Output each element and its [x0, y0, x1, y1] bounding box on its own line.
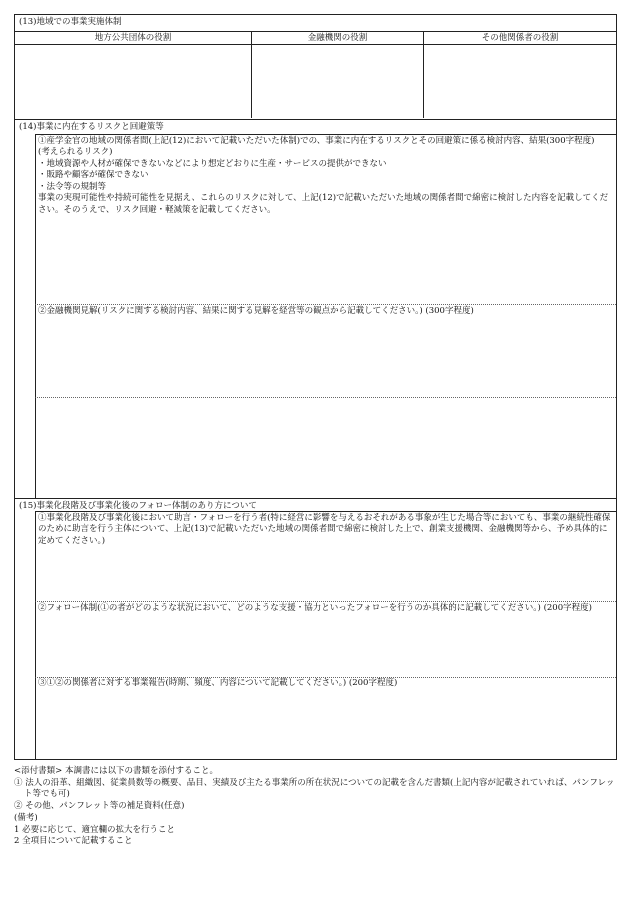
advisor-instruction: ①事業化段階及び事業化後において助言・フォローを行う者(特に経営に影響を与えるおそれがある事象が生じた場合等においても、事業の継続性確保のために助言を行う主体について、上記(13)で記載いただいた地域の関係者間で綿密に検討した上で、創業支援機関、金融機関等から、予め具体的に定めてください。) [38, 513, 611, 546]
section-13 [15, 15, 616, 120]
financial-opinion-instruction: ②金融機関見解(リスクに関する検討内容、結果に関する見解を経営等の観点から記載してください。) (300字程度) [38, 306, 474, 316]
section-14-title: (14)事業に内在するリスクと回避策等 [19, 122, 164, 132]
attachments-title: <添付書類> 本調書には以下の書類を添付すること。 [14, 766, 218, 776]
follow-up-system-field[interactable] [35, 601, 616, 677]
risk-analysis-field[interactable] [35, 134, 616, 304]
other-party-role-field[interactable] [423, 45, 616, 118]
header-financial-institution-role: 金融機関の役割 [251, 32, 423, 44]
section-13-header-row [15, 31, 616, 45]
remark-2: 2 全項目について記載すること [14, 836, 133, 847]
advisor-field[interactable] [35, 511, 616, 601]
follow-up-instruction: ②フォロー体制(①の者がどのような状況において、どのような支援・協力といったフォローを行うのか具体的に記載してください。) (200字程度) [38, 603, 592, 613]
header-other-party-role: その他関係者の役割 [423, 32, 616, 44]
financial-opinion-continuation-field[interactable] [35, 397, 616, 499]
financial-institution-opinion-field[interactable] [35, 304, 616, 397]
section-14 [15, 120, 616, 499]
business-report-field[interactable] [35, 677, 616, 759]
remarks-title: (備考) [14, 812, 38, 823]
form-frame [14, 14, 617, 760]
risk-instruction-2: (考えられるリスク) [38, 147, 113, 158]
attachment-2: ② その他、パンフレット等の補足資料(任意) [14, 801, 185, 812]
risk-instruction-5: ・法令等の規制等 [38, 181, 107, 192]
section-15-title: (15)事業化段階及び事業化後のフォロー体制のあり方について [19, 501, 257, 511]
remark-1: 1 必要に応じて、適宜欄の拡大を行うこと [14, 824, 175, 835]
risk-instruction-6: 事業の実現可能性や持続可能性を見据え、これらのリスクに対して、上記(12)で記載いただいた地域の関係者間で綿密に検討した内容を記載してください。そのうえで、リスク回避・軽減策を記載してください。 [38, 193, 609, 215]
section-13-title: (13)地域での事業実施体制 [19, 17, 122, 27]
risk-instruction-4: ・販路や顧客が確保できない [38, 170, 149, 181]
footer-notes [14, 766, 617, 848]
local-government-role-field[interactable] [15, 45, 251, 118]
section-15 [15, 499, 616, 759]
financial-institution-role-field[interactable] [251, 45, 423, 118]
attachment-1: ① 法人の沿革、組織図、従業員数等の概要、品目、実績及び主たる事業所の所在状況についての記載を含んだ書類(上記内容が記載されていれば、パンフレット等でも可) [14, 777, 615, 800]
business-report-instruction: ③①②の関係者に対する事業報告(時期、頻度、内容について記載してください。) (200字程度) [38, 678, 398, 688]
header-local-government-role: 地方公共団体の役割 [94, 33, 172, 43]
risk-instruction-1: ①産学金官の地域の関係者間(上記(12)において記載いただいた体制)での、事業に内在するリスクとその回避策に係る検討内容、結果(300字程度) [38, 136, 595, 146]
risk-instruction-3: ・地域資源や人材が確保できないなどにより想定どおりに生産・サービスの提供ができない [38, 158, 387, 169]
